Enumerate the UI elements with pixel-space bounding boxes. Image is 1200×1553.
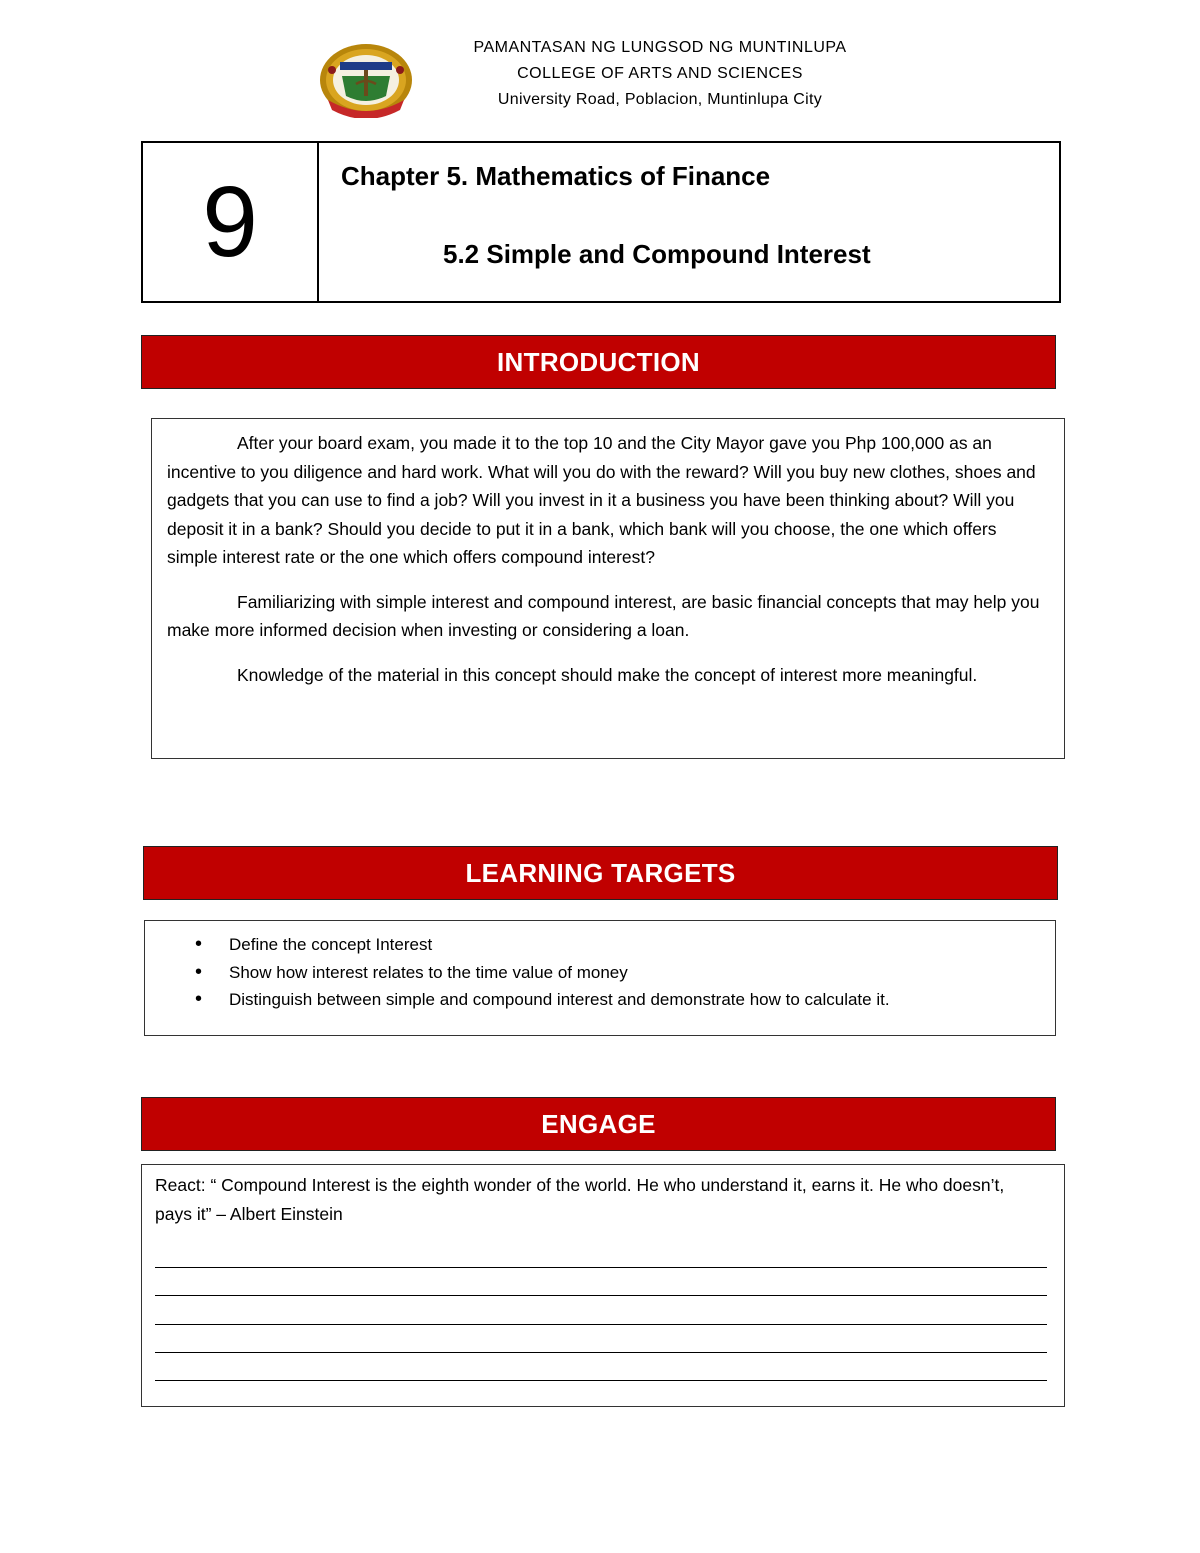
list-item: • Distinguish between simple and compound interest and demonstrate how to calculate it. bbox=[145, 986, 1045, 1014]
list-item: • Show how interest relates to the time value of money bbox=[145, 959, 1045, 987]
section-title: 5.2 Simple and Compound Interest bbox=[443, 239, 871, 269]
engage-heading: ENGAGE bbox=[141, 1097, 1056, 1151]
learning-targets-list bbox=[145, 931, 1045, 1014]
engage-prompt: React: “ Compound Interest is the eighth wonder of the world. He who understand it, earns it. He who doesn’t, pays it” – Albert Einstein bbox=[155, 1175, 1005, 1224]
answer-line[interactable] bbox=[155, 1295, 1047, 1296]
learning-targets-box bbox=[144, 920, 1056, 1036]
introduction-heading: INTRODUCTION bbox=[141, 335, 1056, 389]
university-address: University Road, Poblacion, Muntinlupa City bbox=[497, 91, 823, 108]
engage-answer-box bbox=[141, 1164, 1065, 1407]
answer-line[interactable] bbox=[155, 1352, 1047, 1353]
answer-line[interactable] bbox=[155, 1324, 1047, 1325]
university-name: PAMANTASAN NG LUNGSOD NG MUNTINLUPA bbox=[473, 39, 847, 56]
answer-line[interactable] bbox=[155, 1380, 1047, 1381]
list-item: • Define the concept Interest bbox=[145, 931, 1045, 959]
learning-targets-heading: LEARNING TARGETS bbox=[143, 846, 1058, 900]
lesson-number: 9 bbox=[143, 143, 319, 301]
intro-paragraph-2: Familiarizing with simple interest and compound interest, are basic financial concepts that may help you make more informed decision when investing or considering a loan. bbox=[167, 591, 1040, 640]
chapter-title: Chapter 5. Mathematics of Finance bbox=[341, 161, 771, 191]
introduction-box bbox=[151, 418, 1065, 759]
intro-paragraph-1: After your board exam, you made it to the top 10 and the City Mayor gave you Php 100,000 as an incentive to you diligence and hard work. What will you do with the reward? Will you buy new clothes, shoes and gadgets that you can use to find a job? Will you invest in it a business you have been thinking about? Will you deposit it in a bank? Should you decide to put it in a bank, which bank will you choose, the one which offers simple interest rate or the one which offers compound interest? bbox=[167, 433, 1036, 567]
college-name: COLLEGE OF ARTS AND SCIENCES bbox=[517, 65, 803, 82]
answer-line[interactable] bbox=[155, 1267, 1047, 1268]
lesson-title-table bbox=[141, 141, 1061, 303]
intro-paragraph-3: Knowledge of the material in this concept should make the concept of interest more meaningful. bbox=[237, 664, 978, 685]
